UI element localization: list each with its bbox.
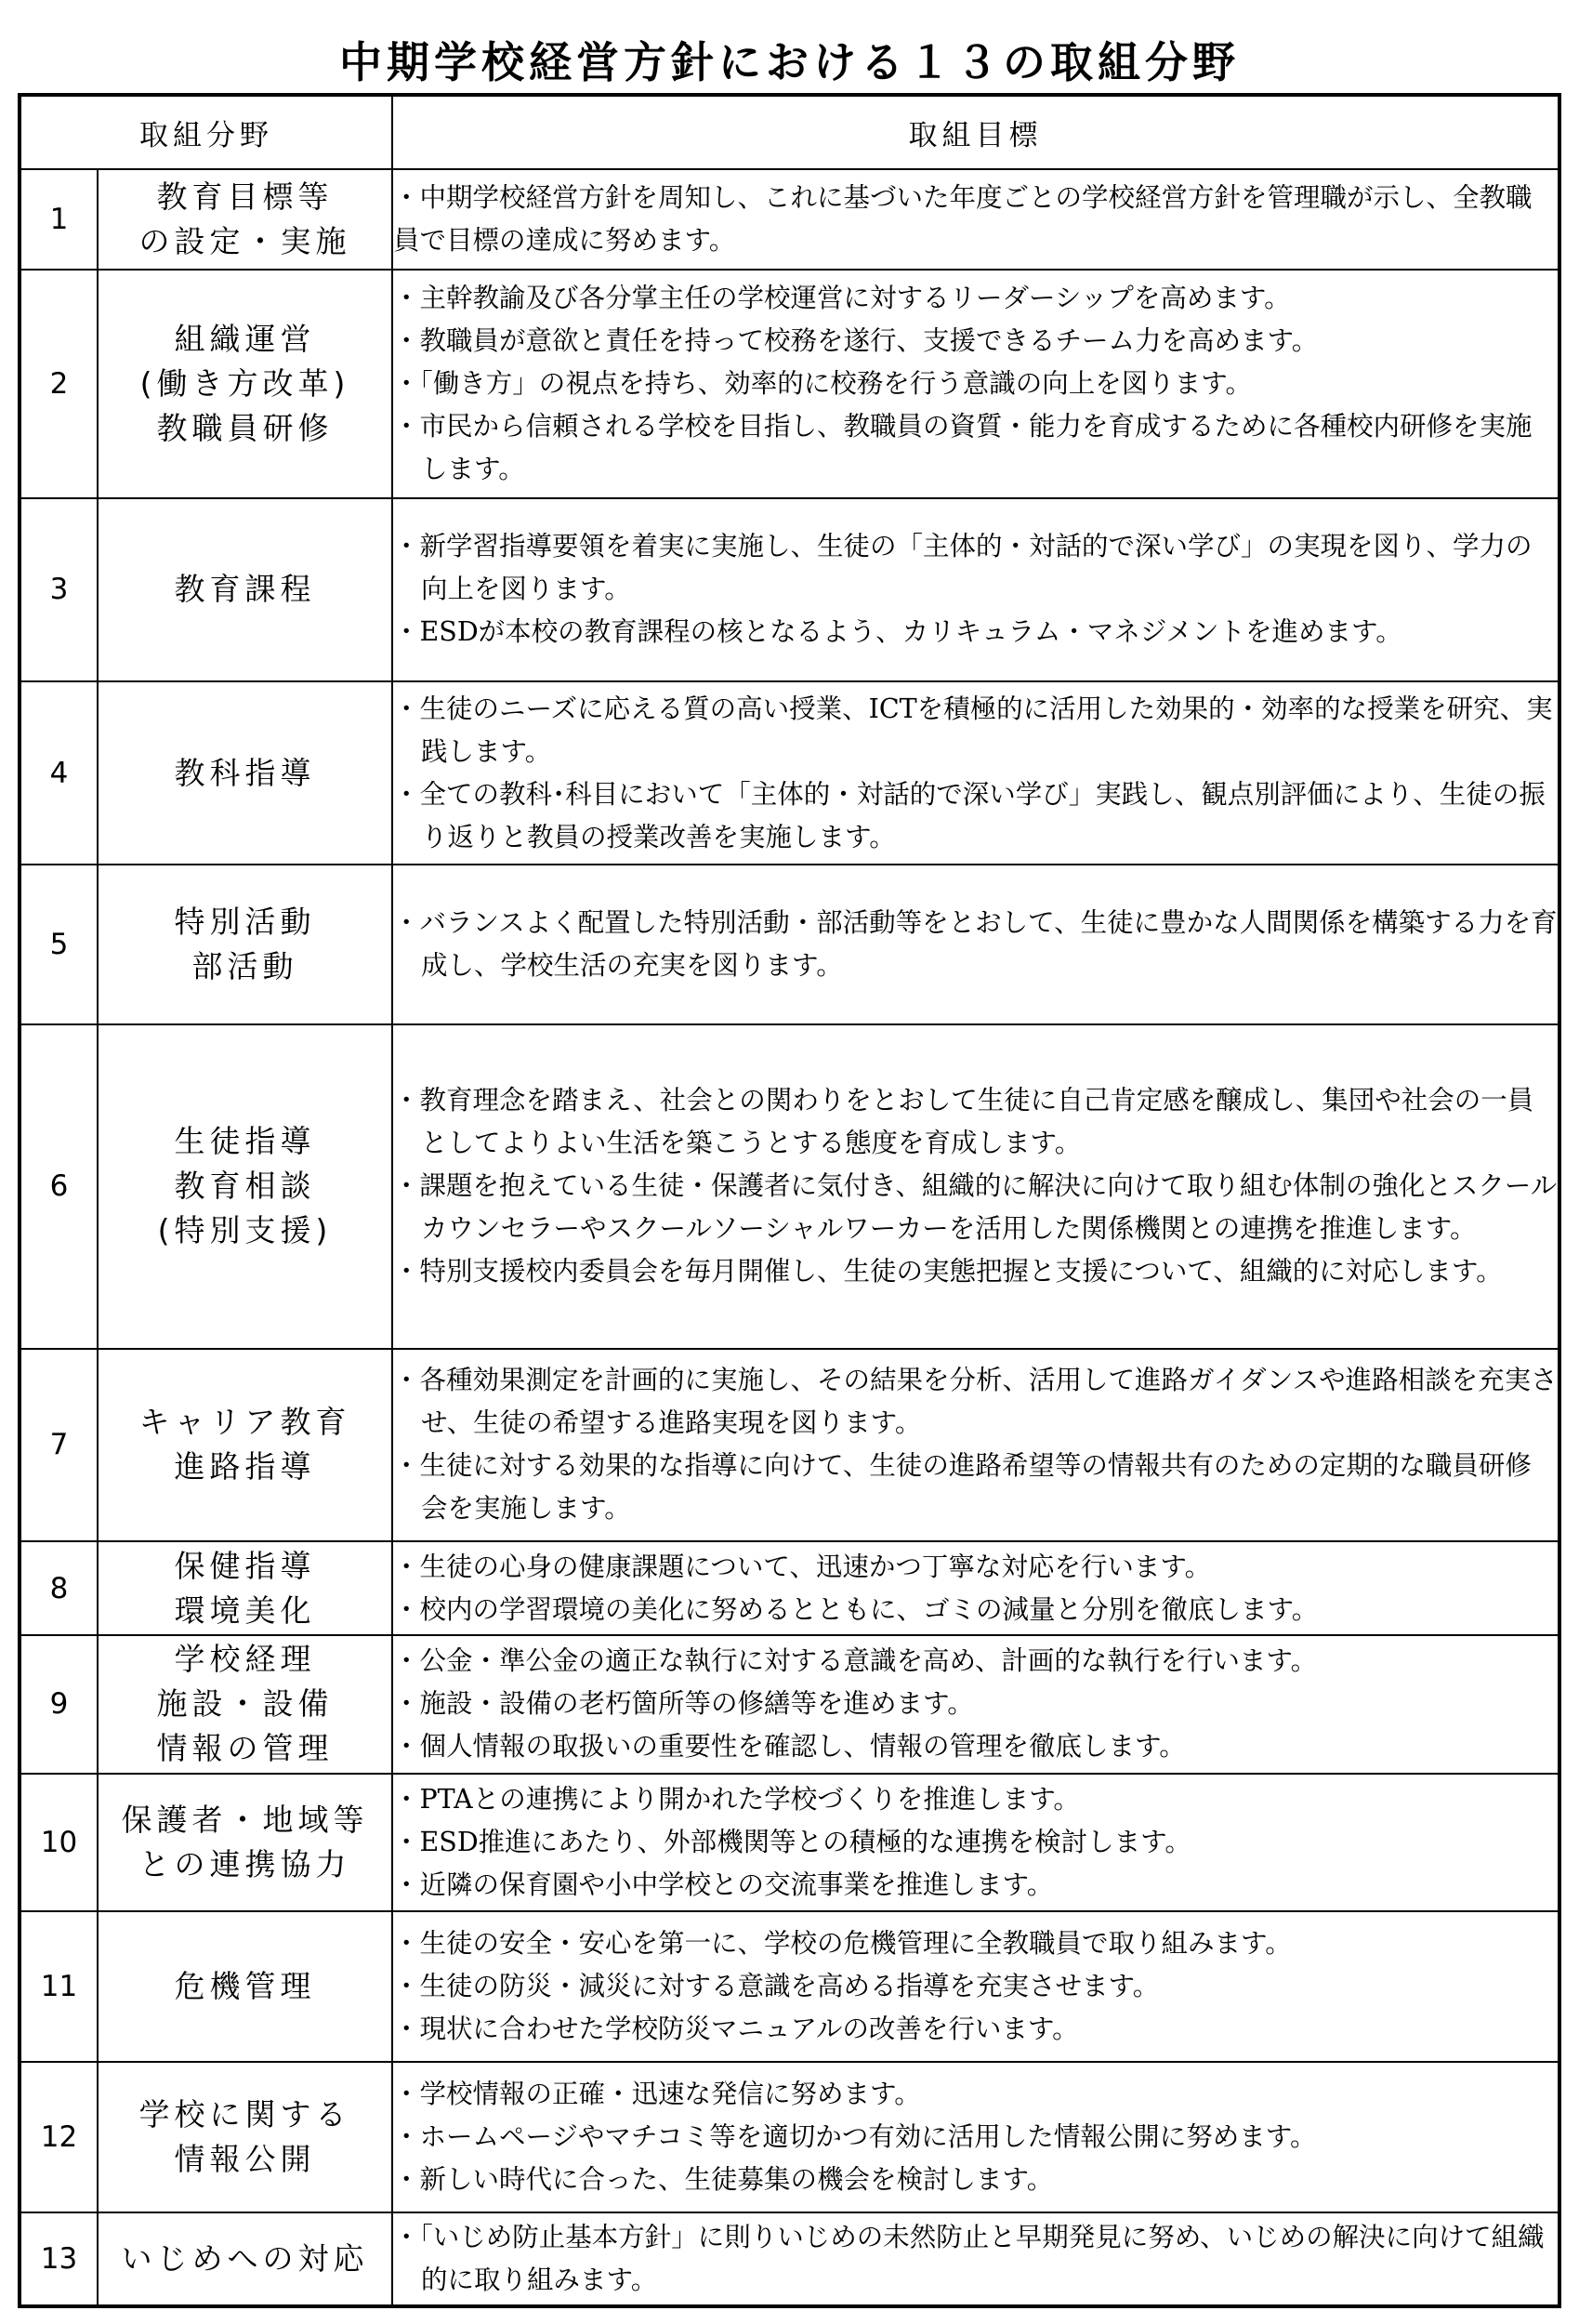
- table-row: [20, 1024, 1559, 1349]
- goal-item: ・学校情報の正確・迅速な発信に努めます。: [393, 2078, 921, 2109]
- table-row: [20, 1635, 1559, 1774]
- area-cell: [98, 1635, 392, 1774]
- goals-table: [18, 93, 1561, 2308]
- area-line: 学校に関する: [138, 2095, 351, 2133]
- row-number: 2: [20, 270, 98, 498]
- table-row: [20, 1541, 1559, 1635]
- goal-item: ・課題を抱えている生徒・保護者に気付き、組織的に解決に向けて取り組む体制の強化とスクールカウンセラーやスクールソーシャルワーカーを活用した関係機関との連携を推進します。: [393, 1170, 1558, 1245]
- row-number: 9: [20, 1635, 98, 1774]
- area-line: 教科指導: [174, 754, 316, 791]
- goal-item: ・生徒の防災・減災に対する意識を高める指導を充実させます。: [393, 1971, 1160, 2002]
- header-goals: 取組目標: [392, 95, 1559, 169]
- goal-item: ・新学習指導要領を着実に実施し、生徒の「主体的・対話的で深い学び」の実現を図り、学力の向上を図ります。: [393, 531, 1533, 605]
- row-number: 12: [20, 2062, 98, 2212]
- goal-item: ・校内の学習環境の美化に努めるとともに、ゴミの減量と分別を徹底します。: [393, 1593, 1319, 1625]
- goal-item: ・ESD推進にあたり、外部機関等との積極的な連携を検討します。: [393, 1827, 1191, 1857]
- area-cell: [98, 865, 392, 1024]
- row-number: 3: [20, 498, 98, 681]
- goal-item: ・教育理念を踏まえ、社会との関わりをとおして生徒に自己肯定感を醸成し、集団や社会の一員としてよりよい生活を築こうとする態度を育成します。: [393, 1085, 1534, 1159]
- goal-item: ・施設・設備の老朽箇所等の修繕等を進めます。: [393, 1688, 974, 1720]
- row-number: 13: [20, 2212, 98, 2306]
- table-row: [20, 681, 1559, 865]
- header-area: 取組分野: [20, 95, 392, 169]
- row-number: 4: [20, 681, 98, 865]
- area-cell: [98, 2062, 392, 2212]
- goal-item: ・「いじめ防止基本方針」に則りいじめの未然防止と早期発見に努め、いじめの解決に向けて組織的に取り組みます。: [393, 2221, 1545, 2295]
- goal-item: ・市民から信頼される学校を目指し、教職員の資質・能力を育成するために各種校内研修を実施します。: [393, 411, 1533, 484]
- table-row: [20, 498, 1559, 681]
- goal-item: ・特別支援校内委員会を毎月開催し、生徒の実態把握と支援について、組織的に対応します。: [393, 1256, 1503, 1287]
- goal-cell: [392, 681, 1559, 865]
- goal-item: ・公金・準公金の適正な執行に対する意識を高め、計画的な執行を行います。: [393, 1645, 1318, 1677]
- area-line: (特別支援): [157, 1212, 333, 1249]
- goal-item: ・現状に合わせた学校防災マニュアルの改善を行います。: [393, 2014, 1079, 2045]
- goal-cell: [392, 1024, 1559, 1349]
- table-row: [20, 2062, 1559, 2212]
- area-line: 部活動: [191, 948, 298, 985]
- goal-cell: [392, 270, 1559, 498]
- area-cell: [98, 169, 392, 270]
- row-number: 10: [20, 1774, 98, 1912]
- area-line: 進路指導: [174, 1448, 316, 1486]
- area-cell: [98, 1541, 392, 1635]
- row-number: 6: [20, 1024, 98, 1349]
- goal-cell: [392, 498, 1559, 681]
- table-row: [20, 2212, 1559, 2306]
- row-number: 1: [20, 169, 98, 270]
- area-line: (働き方改革): [139, 365, 350, 402]
- goal-item: ・中期学校経営方針を周知し、これに基づいた年度ごとの学校経営方針を管理職が示し、全教職員で目標の達成に努めます。: [393, 182, 1533, 257]
- goal-item: ・主幹教諭及び各分掌主任の学校運営に対するリーダーシップを高めます。: [393, 283, 1291, 313]
- table-row: [20, 1349, 1559, 1541]
- goal-item: ・PTAとの連携により開かれた学校づくりを推進します。: [393, 1784, 1080, 1815]
- area-line: キャリア教育: [138, 1404, 351, 1441]
- area-line: の設定・実施: [138, 223, 351, 260]
- goal-cell: [392, 1774, 1559, 1912]
- goal-item: ・個人情報の取扱いの重要性を確認し、情報の管理を徹底します。: [393, 1731, 1186, 1763]
- area-line: 教育課程: [174, 571, 316, 608]
- area-line: 教育目標等: [156, 178, 334, 216]
- header-row: [20, 95, 1559, 169]
- goal-item: ・生徒に対する効果的な指導に向けて、生徒の進路希望等の情報共有のための定期的な職員研修会を実施します。: [393, 1450, 1532, 1525]
- area-cell: [98, 1349, 392, 1541]
- area-line: いじめへの対応: [121, 2239, 369, 2277]
- goal-cell: [392, 1911, 1559, 2062]
- goal-item: ・教職員が意欲と責任を持って校務を遂行、支援できるチーム力を高めます。: [393, 325, 1319, 356]
- goal-item: ・バランスよく配置した特別活動・部活動等をとおして、生徒に豊かな人間関係を構築する力を育成し、学校生活の充実を図ります。: [393, 907, 1558, 982]
- area-line: との連携協力: [138, 1846, 351, 1882]
- area-line: 危機管理: [174, 1968, 316, 2005]
- row-number: 5: [20, 865, 98, 1024]
- goal-item: ・新しい時代に合った、生徒募集の機会を検討します。: [393, 2163, 1054, 2195]
- area-line: 環境美化: [174, 1591, 316, 1629]
- goal-cell: [392, 865, 1559, 1024]
- goal-cell: [392, 1541, 1559, 1635]
- goal-cell: [392, 169, 1559, 270]
- page-title: 中期学校経営方針における１３の取組分野: [339, 37, 1240, 87]
- goal-cell: [392, 1349, 1559, 1541]
- table-row: [20, 1911, 1559, 2062]
- area-line: 情報の管理: [156, 1730, 334, 1767]
- area-line: 保健指導: [174, 1547, 316, 1584]
- area-line: 教職員研修: [156, 410, 334, 446]
- table-row: [20, 169, 1559, 270]
- area-cell: [98, 2212, 392, 2306]
- area-cell: [98, 1911, 392, 2062]
- goal-item: ・生徒の心身の健康課題について、迅速かつ丁寧な対応を行います。: [393, 1551, 1212, 1582]
- table-row: [20, 1774, 1559, 1912]
- goal-cell: [392, 2212, 1559, 2306]
- area-line: 情報公開: [174, 2140, 316, 2177]
- area-line: 保護者・地域等: [121, 1802, 369, 1838]
- goal-cell: [392, 2062, 1559, 2212]
- goal-item: ・生徒の安全・安心を第一に、学校の危機管理に全教職員で取り組みます。: [393, 1928, 1292, 1960]
- goal-cell: [392, 1635, 1559, 1774]
- goal-item: ・「働き方」の視点を持ち、効率的に校務を行う意識の向上を図ります。: [393, 368, 1252, 399]
- area-line: 特別活動: [174, 904, 316, 941]
- goal-item: ・ホームページやマチコミ等を適切かつ有効に活用した情報公開に努めます。: [393, 2120, 1317, 2152]
- area-cell: [98, 681, 392, 865]
- area-cell: [98, 1024, 392, 1349]
- area-cell: [98, 1774, 392, 1912]
- area-line: 組織運営: [174, 321, 316, 357]
- area-line: 生徒指導: [174, 1123, 316, 1160]
- goal-item: ・近隣の保育園や小中学校との交流事業を推進します。: [393, 1869, 1054, 1900]
- goal-item: ・生徒のニーズに応える質の高い授業、ICTを積極的に活用した効果的・効率的な授業を研究、実践します。: [393, 693, 1553, 767]
- row-number: 8: [20, 1541, 98, 1635]
- area-line: 教育相談: [174, 1168, 316, 1205]
- area-cell: [98, 270, 392, 498]
- area-cell: [98, 498, 392, 681]
- area-line: 施設・設備: [156, 1685, 334, 1723]
- row-number: 7: [20, 1349, 98, 1541]
- area-line: 学校経理: [174, 1641, 316, 1678]
- table-row: [20, 865, 1559, 1024]
- row-number: 11: [20, 1911, 98, 2062]
- table-row: [20, 270, 1559, 498]
- goal-item: ・各種効果測定を計画的に実施し、その結果を分析、活用して進路ガイダンスや進路相談を充実させ、生徒の希望する進路実現を図ります。: [393, 1365, 1558, 1439]
- goal-item: ・ESDが本校の教育課程の核となるよう、カリキュラム・マネジメントを進めます。: [393, 616, 1402, 648]
- goal-item: ・全ての教科･科目において「主体的・対話的で深い学び」実践し、観点別評価により、生徒の振り返りと教員の授業改善を実施します。: [393, 778, 1546, 852]
